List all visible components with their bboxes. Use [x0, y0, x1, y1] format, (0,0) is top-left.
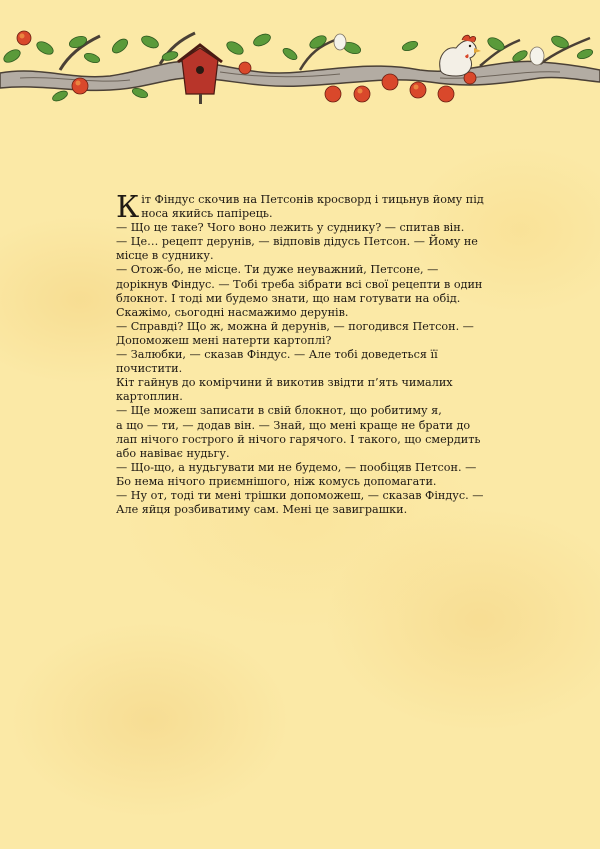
apple-icon: [239, 62, 251, 74]
egg-icon: [530, 47, 544, 65]
apple-icon: [410, 82, 426, 98]
apple-branch-illustration: [0, 18, 600, 108]
paragraph: — Що-що, а нудьгувати ми не будемо, — пообіцяв Петсон. — Бо нема нічого приємнішого, ніж комусь допомагати.: [116, 460, 477, 488]
paragraph: іт Фіндус скочив на Петсонів кросворд і тицьнув йому під носа якийсь папірець.: [141, 193, 484, 221]
apple-icon: [17, 31, 31, 45]
paragraph: — Це… рецепт дерунів, — відповів дідусь Петсон. — Йому не місце в суднику.: [116, 235, 478, 263]
branch: [0, 61, 600, 90]
apple-icon: [382, 74, 398, 90]
drop-cap-letter: К: [116, 190, 140, 225]
paragraph: — Ну от, тоді ти мені трішки допоможеш, — сказав Фіндус. — Але яйця розбиватиму сам. Мені це завиграшки.: [116, 488, 484, 517]
paragraph: — Отож-бо, не місце. Ти дуже неуважний, Петсоне, — дорікнув Фіндус. — Тобі треба зібрати всі свої рецепти в один блокнот. І тоді ми будемо знати, що нам готувати на обід. Скажімо, сьогодні насмажимо дерунів.: [116, 263, 483, 319]
egg-icon: [334, 34, 346, 50]
birdhouse-icon: [178, 45, 222, 104]
story-text: [116, 190, 490, 517]
apple-icon: [72, 78, 88, 94]
paragraph: — Справді? Що ж, можна й дерунів, — погодився Петсон. — Допоможеш мені натерти картоплі?: [116, 319, 474, 347]
apple-icon: [325, 86, 341, 102]
paragraph: — Ще можеш записати в свій блокнот, що робитиму я,: [116, 404, 442, 418]
paragraph: — Залюбки, — сказав Фіндус. — Але тобі доведеться її почистити.: [116, 348, 438, 376]
paragraph: Кіт гайнув до комірчини й викотив звідти п’ять чималих картоплин.: [116, 376, 453, 404]
paragraph: — Що це таке? Чого воно лежить у суднику? — спитав він.: [116, 221, 465, 235]
apple-icon: [438, 86, 454, 102]
paragraph: а що — ти, — додав він. — Знай, що мені краще не брати до лап нічого гострого й нічого гарячого. І такого, що смердить або навіває нудьгу.: [116, 418, 481, 460]
apple-icon: [354, 86, 370, 102]
